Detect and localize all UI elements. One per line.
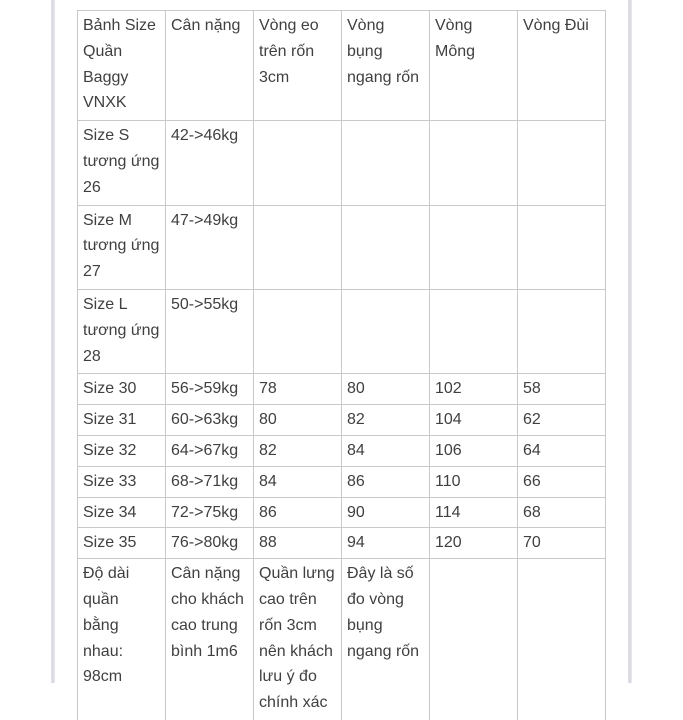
cell-belly: 86 bbox=[342, 466, 430, 497]
size-label: Size M bbox=[83, 211, 132, 229]
cell-hip: 106 bbox=[430, 435, 518, 466]
note-text: đo vòng bbox=[347, 590, 404, 608]
table-row-size-s bbox=[78, 121, 606, 205]
note-text: Cân nặng bbox=[171, 565, 241, 583]
cell-weight: 72->75kg bbox=[166, 497, 254, 528]
cell-waist: 78 bbox=[254, 374, 342, 405]
header-text: Bảnh Size bbox=[83, 17, 156, 34]
note-text: ngang rốn bbox=[347, 642, 420, 660]
header-thigh bbox=[518, 11, 606, 121]
cell-weight: 64->67kg bbox=[166, 435, 254, 466]
cell-belly: 84 bbox=[342, 435, 430, 466]
cell-thigh: 64 bbox=[518, 435, 606, 466]
cell-waist: 88 bbox=[254, 528, 342, 559]
size-label: Size L bbox=[83, 295, 128, 313]
cell-hip bbox=[430, 205, 518, 289]
size-label: tương ứng bbox=[83, 152, 160, 170]
note-text: Độ dài bbox=[83, 565, 130, 583]
cell-size: Size 32 bbox=[78, 435, 166, 466]
table-row-size-35 bbox=[78, 528, 606, 559]
cell-weight: 42->46kg bbox=[166, 121, 254, 205]
header-size-chart bbox=[78, 11, 166, 121]
table-row-size-31 bbox=[78, 405, 606, 436]
size-label: tương ứng bbox=[83, 321, 160, 339]
note-text: 98cm bbox=[83, 668, 123, 686]
note-text: bằng bbox=[83, 616, 119, 634]
note-thigh bbox=[518, 559, 606, 720]
header-belly bbox=[342, 11, 430, 121]
header-text: Vòng eo bbox=[259, 17, 319, 34]
header-text: bụng bbox=[347, 42, 383, 60]
cell-size bbox=[78, 205, 166, 289]
page-edge-right bbox=[628, 0, 632, 683]
header-text: VNXK bbox=[83, 94, 127, 112]
note-waist bbox=[254, 559, 342, 720]
note-text: cao trên bbox=[259, 590, 317, 608]
header-hip bbox=[430, 11, 518, 121]
cell-thigh: 70 bbox=[518, 528, 606, 559]
cell-belly bbox=[342, 205, 430, 289]
header-text: ngang rốn bbox=[347, 68, 420, 86]
cell-belly: 82 bbox=[342, 405, 430, 436]
cell-thigh bbox=[518, 205, 606, 289]
cell-thigh: 58 bbox=[518, 374, 606, 405]
size-label: tương ứng bbox=[83, 237, 160, 255]
cell-size: Size 30 bbox=[78, 374, 166, 405]
cell-belly: 90 bbox=[342, 497, 430, 528]
cell-belly bbox=[342, 121, 430, 205]
cell-hip: 102 bbox=[430, 374, 518, 405]
cell-waist: 84 bbox=[254, 466, 342, 497]
cell-thigh bbox=[518, 289, 606, 373]
cell-weight: 76->80kg bbox=[166, 528, 254, 559]
cell-thigh bbox=[518, 121, 606, 205]
header-waist bbox=[254, 11, 342, 121]
cell-weight: 60->63kg bbox=[166, 405, 254, 436]
cell-hip: 110 bbox=[430, 466, 518, 497]
table-notes-row bbox=[78, 559, 606, 720]
note-length bbox=[78, 559, 166, 720]
page-edge-left bbox=[51, 0, 55, 683]
cell-waist: 86 bbox=[254, 497, 342, 528]
table-row-size-l bbox=[78, 289, 606, 373]
cell-size: Size 31 bbox=[78, 405, 166, 436]
note-text: lưu ý đo bbox=[259, 668, 317, 686]
cell-size bbox=[78, 289, 166, 373]
header-text: trên rốn bbox=[259, 42, 315, 60]
table-row-size-33 bbox=[78, 466, 606, 497]
size-label: 26 bbox=[83, 178, 101, 196]
note-text: cho khách bbox=[171, 590, 244, 608]
cell-waist: 80 bbox=[254, 405, 342, 436]
table-row-size-30 bbox=[78, 374, 606, 405]
table-row-size-32 bbox=[78, 435, 606, 466]
cell-hip bbox=[430, 289, 518, 373]
header-weight bbox=[166, 11, 254, 121]
cell-waist: 82 bbox=[254, 435, 342, 466]
note-text: cao trung bbox=[171, 616, 238, 634]
cell-belly: 80 bbox=[342, 374, 430, 405]
header-text: 3cm bbox=[259, 68, 290, 86]
cell-thigh: 66 bbox=[518, 466, 606, 497]
note-text: chính xác bbox=[259, 694, 328, 712]
note-text: rốn 3cm bbox=[259, 616, 317, 634]
size-label: 27 bbox=[83, 263, 101, 281]
cell-weight: 50->55kg bbox=[166, 289, 254, 373]
header-text: Vòng bbox=[347, 17, 385, 34]
size-chart-table bbox=[77, 10, 606, 720]
note-text: nhau: bbox=[83, 642, 124, 660]
note-text: Quần lưng bbox=[259, 565, 335, 583]
cell-belly bbox=[342, 289, 430, 373]
cell-size bbox=[78, 121, 166, 205]
cell-belly: 94 bbox=[342, 528, 430, 559]
header-text: Baggy bbox=[83, 68, 129, 86]
header-text: Mông bbox=[435, 42, 476, 60]
note-belly bbox=[342, 559, 430, 720]
table-row-size-m bbox=[78, 205, 606, 289]
note-hip bbox=[430, 559, 518, 720]
header-text: Vòng bbox=[435, 17, 473, 34]
note-text: quần bbox=[83, 590, 119, 608]
cell-weight: 68->71kg bbox=[166, 466, 254, 497]
cell-waist bbox=[254, 205, 342, 289]
header-text: Vòng Đùi bbox=[523, 17, 589, 34]
cell-thigh: 62 bbox=[518, 405, 606, 436]
cell-weight: 56->59kg bbox=[166, 374, 254, 405]
cell-waist bbox=[254, 121, 342, 205]
note-text: bụng bbox=[347, 616, 383, 634]
size-label: 28 bbox=[83, 347, 101, 365]
cell-hip: 120 bbox=[430, 528, 518, 559]
cell-thigh: 68 bbox=[518, 497, 606, 528]
note-weight bbox=[166, 559, 254, 720]
note-text: nên khách bbox=[259, 642, 333, 660]
cell-weight: 47->49kg bbox=[166, 205, 254, 289]
size-label: Size S bbox=[83, 127, 130, 145]
header-text: Quần bbox=[83, 42, 123, 60]
cell-size: Size 34 bbox=[78, 497, 166, 528]
cell-hip: 114 bbox=[430, 497, 518, 528]
note-text: Đây là số bbox=[347, 565, 414, 583]
table-header-row bbox=[78, 11, 606, 121]
cell-hip bbox=[430, 121, 518, 205]
cell-size: Size 35 bbox=[78, 528, 166, 559]
table-row-size-34 bbox=[78, 497, 606, 528]
note-text: bình 1m6 bbox=[171, 642, 238, 660]
cell-size: Size 33 bbox=[78, 466, 166, 497]
cell-waist bbox=[254, 289, 342, 373]
header-text: Cân nặng bbox=[171, 17, 241, 34]
cell-hip: 104 bbox=[430, 405, 518, 436]
